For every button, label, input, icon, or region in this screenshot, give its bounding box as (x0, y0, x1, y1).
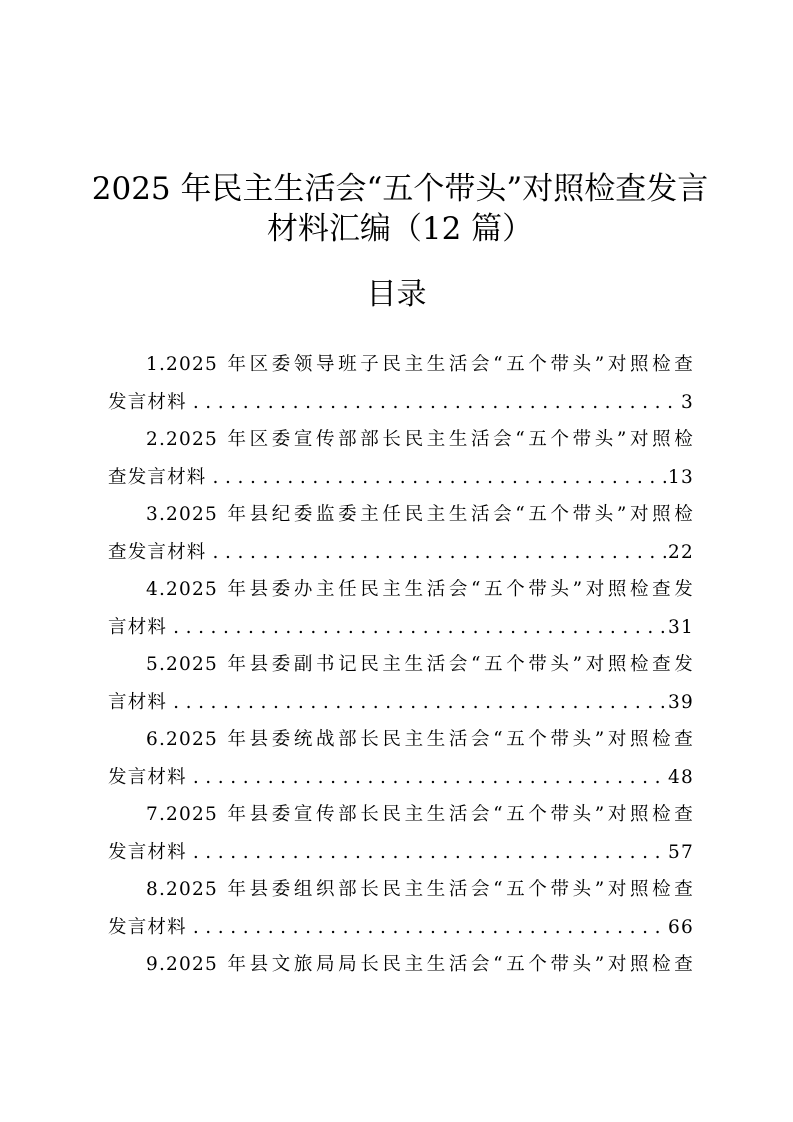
document-title-line-1: 2025 年民主生活会“五个带头”对照检查发言 (91, 171, 709, 207)
toc-entry-continuation (108, 538, 694, 576)
toc-entry-1[interactable] (108, 350, 694, 425)
toc-page-number: 39 (668, 691, 694, 713)
toc-page-number: 3 (681, 391, 694, 413)
dot-leader (193, 913, 666, 943)
document-title-line-2: 材料汇编（12 篇） (266, 211, 534, 247)
toc-page-number: 13 (668, 466, 694, 488)
toc-entry-title: 9.2025 年县文旅局局长民主生活会“五个带头”对照检查 (146, 954, 694, 975)
dot-leader (193, 838, 666, 868)
toc-entry-continuation (108, 688, 694, 726)
table-of-contents (108, 350, 694, 988)
toc-entry-title: 8.2025 年县委组织部长民主生活会“五个带头”对照检查 (146, 879, 694, 900)
toc-entry-9[interactable] (108, 950, 694, 988)
toc-heading: 目录 (366, 277, 427, 312)
toc-entry-3[interactable] (108, 500, 694, 575)
dot-leader (193, 763, 666, 793)
toc-entry-title: 4.2025 年县委办主任民主生活会“五个带头”对照检查发 (146, 579, 694, 600)
toc-entry-title: 1.2025 年区委领导班子民主生活会“五个带头”对照检查 (146, 354, 694, 375)
toc-entry-7[interactable] (108, 800, 694, 875)
toc-entry-title: 3.2025 年县纪委监委主任民主生活会“五个带头”对照检 (146, 504, 694, 525)
dot-leader (213, 463, 667, 493)
toc-entry-title: 5.2025 年县委副书记民主生活会“五个带头”对照检查发 (146, 654, 694, 675)
toc-entry-title-tail: 言材料 (108, 691, 168, 713)
dot-leader (193, 388, 679, 418)
toc-entry-continuation (108, 388, 694, 426)
toc-entry-title-tail: 言材料 (108, 616, 168, 638)
toc-entry-title-tail: 发言材料 (108, 841, 187, 863)
toc-page-number: 66 (668, 916, 694, 938)
toc-entry-title-tail: 发言材料 (108, 916, 187, 938)
toc-page-number: 48 (668, 766, 694, 788)
toc-entry-continuation (108, 463, 694, 501)
toc-entry-2[interactable] (108, 425, 694, 500)
toc-entry-title-tail: 发言材料 (108, 766, 187, 788)
toc-entry-6[interactable] (108, 725, 694, 800)
toc-page-number: 57 (668, 841, 694, 863)
toc-entry-title: 2.2025 年区委宣传部部长民主生活会“五个带头”对照检 (146, 429, 694, 450)
toc-page-number: 31 (668, 616, 694, 638)
toc-entry-title-tail: 查发言材料 (108, 466, 207, 488)
dot-leader (173, 688, 666, 718)
toc-entry-8[interactable] (108, 875, 694, 950)
toc-entry-continuation (108, 763, 694, 801)
toc-entry-title-tail: 查发言材料 (108, 541, 207, 563)
toc-entry-title: 7.2025 年县委宣传部长民主生活会“五个带头”对照检查 (146, 804, 694, 825)
toc-entry-continuation (108, 913, 694, 951)
toc-entry-continuation (108, 838, 694, 876)
toc-entry-continuation (108, 613, 694, 651)
toc-entry-title-tail: 发言材料 (108, 391, 187, 413)
dot-leader (213, 538, 667, 568)
toc-page-number: 22 (668, 541, 694, 563)
dot-leader (173, 613, 666, 643)
toc-entry-5[interactable] (108, 650, 694, 725)
toc-entry-title: 6.2025 年县委统战部长民主生活会“五个带头”对照检查 (146, 729, 694, 750)
toc-entry-4[interactable] (108, 575, 694, 650)
